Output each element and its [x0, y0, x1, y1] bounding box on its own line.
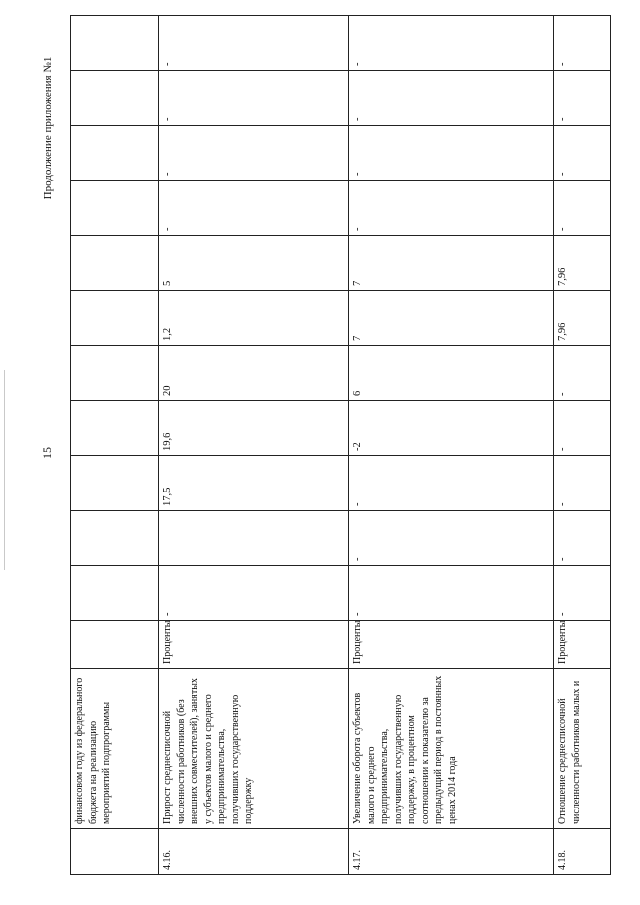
appendix-continuation-note: Продолжение приложения №1 — [42, 56, 54, 200]
value-cell — [71, 16, 159, 71]
table-body — [71, 16, 611, 875]
indicators-table-container — [70, 15, 610, 875]
value-cell — [159, 511, 349, 566]
value-cell: - — [349, 511, 554, 566]
unit-cell — [71, 621, 159, 669]
value-cell — [71, 71, 159, 126]
table-row-4-18 — [554, 16, 611, 875]
value-cell: - — [349, 181, 554, 236]
value-cell: - — [349, 456, 554, 511]
value-cell: 19,6 — [159, 401, 349, 456]
value-cell — [71, 456, 159, 511]
indicator-name: Увеличение оборота субъектов малого и среднего предпринимательства, получивших государственную поддержку, в процентном соотношении к показателю за предыдущий период в постоянных ценах 2014 года — [349, 669, 554, 829]
value-cell: - — [554, 126, 611, 181]
value-cell: - — [554, 71, 611, 126]
value-cell: - — [554, 181, 611, 236]
indicators-table — [70, 15, 611, 875]
value-cell: 1,2 — [159, 291, 349, 346]
table-row-4-17 — [349, 16, 554, 875]
page-number: 15 — [40, 447, 54, 459]
value-cell: 7,96 — [554, 236, 611, 291]
value-cell: - — [349, 16, 554, 71]
value-cell: - — [159, 181, 349, 236]
value-cell — [71, 181, 159, 236]
value-cell: 5 — [159, 236, 349, 291]
value-cell: 7 — [349, 291, 554, 346]
value-cell — [71, 566, 159, 621]
value-cell: 17,5 — [159, 456, 349, 511]
row-number: 4.18. — [554, 829, 611, 875]
value-cell: - — [349, 71, 554, 126]
value-cell — [71, 401, 159, 456]
value-cell: - — [554, 346, 611, 401]
value-cell: - — [349, 566, 554, 621]
unit-cell: Проценты — [554, 621, 611, 669]
value-cell: 7,96 — [554, 291, 611, 346]
value-cell: - — [554, 401, 611, 456]
indicator-name: Прирост среднесписочной численности работников (без внешних совместителей), занятых у субъектов малого и среднего предпринимательства, получивших государственную поддержку — [159, 669, 349, 829]
indicator-name: Отношение среднесписочной численности работников малых и — [554, 669, 611, 829]
unit-cell: Проценты — [349, 621, 554, 669]
value-cell: - — [159, 71, 349, 126]
value-cell: - — [349, 126, 554, 181]
value-cell: 20 — [159, 346, 349, 401]
unit-cell: Проценты — [159, 621, 349, 669]
value-cell: - — [554, 511, 611, 566]
value-cell — [71, 291, 159, 346]
table-row-continuation — [71, 16, 159, 875]
value-cell: 7 — [349, 236, 554, 291]
value-cell: - — [159, 126, 349, 181]
table-row-4-16 — [159, 16, 349, 875]
value-cell: - — [554, 566, 611, 621]
value-cell: 6 — [349, 346, 554, 401]
scan-artifact-line — [4, 370, 5, 570]
value-cell — [71, 236, 159, 291]
value-cell: - — [554, 456, 611, 511]
value-cell — [71, 126, 159, 181]
value-cell — [71, 511, 159, 566]
value-cell: - — [554, 16, 611, 71]
row-number: 4.17. — [349, 829, 554, 875]
indicator-name: финансовом году из федерального бюджета на реализацию мероприятий подпрограммы — [71, 669, 159, 829]
row-number: 4.16. — [159, 829, 349, 875]
value-cell: - — [159, 16, 349, 71]
value-cell — [71, 346, 159, 401]
value-cell: - — [159, 566, 349, 621]
value-cell: -2 — [349, 401, 554, 456]
row-number — [71, 829, 159, 875]
